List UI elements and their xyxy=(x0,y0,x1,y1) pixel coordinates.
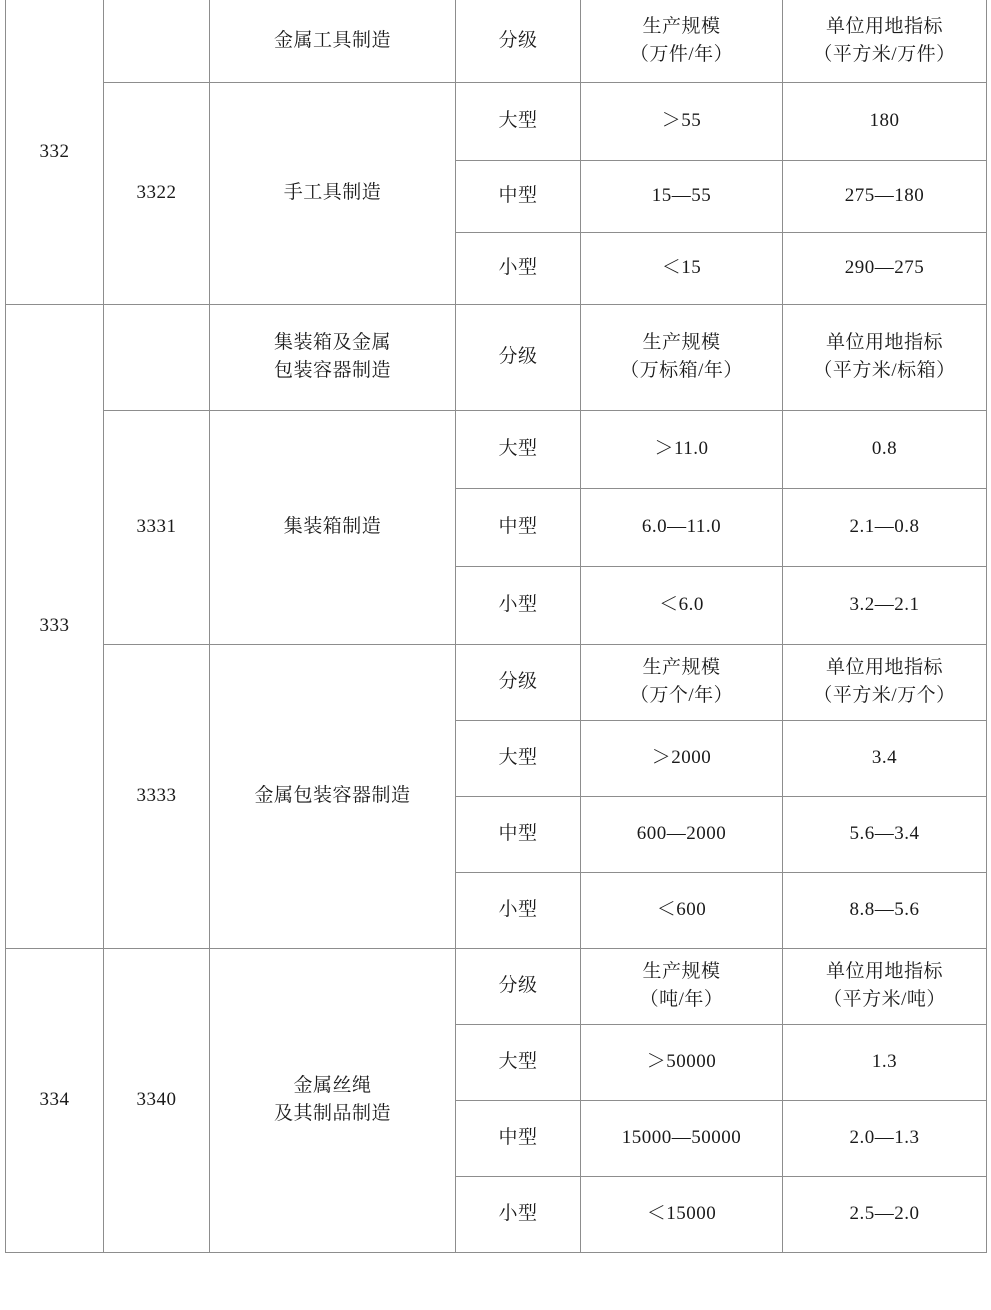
index-cell: 2.0—1.3 xyxy=(783,1100,987,1176)
scale-line-2: （万个/年） xyxy=(629,685,734,706)
minor-code-cell: 3331 xyxy=(104,410,210,644)
scale-line-2: （万标箱/年） xyxy=(620,360,743,381)
grade-cell: 分级 xyxy=(456,948,581,1024)
scale-cell: ＞55 xyxy=(581,82,783,160)
grade-cell: 分级 xyxy=(456,304,581,410)
scale-line-1: 生产规模 xyxy=(642,332,721,354)
index-cell xyxy=(783,304,987,410)
minor-code-cell xyxy=(104,0,210,82)
table-row xyxy=(6,304,987,410)
grade-cell: 中型 xyxy=(456,1100,581,1176)
index-cell: 3.2—2.1 xyxy=(783,566,987,644)
major-code-cell: 332 xyxy=(6,0,104,304)
industry-name-cell xyxy=(210,304,456,410)
index-cell xyxy=(783,948,987,1024)
index-cell xyxy=(783,0,987,82)
industry-name-line-1: 集装箱及金属 xyxy=(273,332,391,354)
table-row xyxy=(6,948,987,1024)
scale-cell: 6.0—11.0 xyxy=(581,488,783,566)
index-line-2: （平方米/万件） xyxy=(813,43,956,65)
index-line-2: （平方米/吨） xyxy=(823,989,946,1010)
scale-cell xyxy=(581,948,783,1024)
scale-cell xyxy=(581,0,783,82)
grade-cell: 大型 xyxy=(456,82,581,160)
major-code-cell: 333 xyxy=(6,304,104,948)
minor-code-cell: 3340 xyxy=(104,948,210,1252)
index-cell: 2.1—0.8 xyxy=(783,488,987,566)
industry-name-line-2: 及其制品制造 xyxy=(273,1103,391,1124)
table-row xyxy=(6,82,987,160)
index-cell: 1.3 xyxy=(783,1024,987,1100)
table-row xyxy=(6,410,987,488)
index-cell: 180 xyxy=(783,82,987,160)
scale-cell xyxy=(581,304,783,410)
table-row xyxy=(6,644,987,720)
grade-cell: 大型 xyxy=(456,720,581,796)
index-cell: 2.5—2.0 xyxy=(783,1176,987,1252)
industry-name-cell: 集装箱制造 xyxy=(210,410,456,644)
index-cell: 0.8 xyxy=(783,410,987,488)
grade-cell: 中型 xyxy=(456,488,581,566)
index-cell: 5.6—3.4 xyxy=(783,796,987,872)
industrial-land-index-table xyxy=(5,0,987,1253)
scale-cell: ＜15000 xyxy=(581,1176,783,1252)
industry-name-cell: 金属工具制造 xyxy=(210,0,456,82)
index-line-2: （平方米/标箱） xyxy=(813,360,956,381)
scale-line-2: （万件/年） xyxy=(629,43,734,65)
scale-cell xyxy=(581,644,783,720)
scale-cell: 15—55 xyxy=(581,160,783,232)
scale-cell: ＞2000 xyxy=(581,720,783,796)
grade-cell: 小型 xyxy=(456,1176,581,1252)
scale-cell: 15000—50000 xyxy=(581,1100,783,1176)
index-cell: 290—275 xyxy=(783,232,987,304)
minor-code-cell: 3333 xyxy=(104,644,210,948)
index-cell xyxy=(783,644,987,720)
scale-line-1: 生产规模 xyxy=(642,16,721,38)
index-line-2: （平方米/万个） xyxy=(813,685,956,706)
index-line-1: 单位用地指标 xyxy=(825,332,943,354)
grade-cell: 小型 xyxy=(456,566,581,644)
scale-line-1: 生产规模 xyxy=(642,657,721,679)
scale-cell: ＞50000 xyxy=(581,1024,783,1100)
major-code-cell: 334 xyxy=(6,948,104,1252)
grade-cell: 中型 xyxy=(456,796,581,872)
index-cell: 275—180 xyxy=(783,160,987,232)
index-line-1: 单位用地指标 xyxy=(825,961,943,983)
index-cell: 8.8—5.6 xyxy=(783,872,987,948)
grade-cell: 大型 xyxy=(456,410,581,488)
grade-cell: 小型 xyxy=(456,872,581,948)
scale-line-2: （吨/年） xyxy=(639,989,724,1010)
grade-cell: 中型 xyxy=(456,160,581,232)
industry-name-cell: 手工具制造 xyxy=(210,82,456,304)
scale-cell: ＜15 xyxy=(581,232,783,304)
scale-cell: ＜6.0 xyxy=(581,566,783,644)
industry-name-cell xyxy=(210,948,456,1252)
industry-name-line-1: 金属丝绳 xyxy=(293,1075,372,1097)
index-line-1: 单位用地指标 xyxy=(825,16,943,38)
industry-name-cell: 金属包装容器制造 xyxy=(210,644,456,948)
scale-cell: ＞11.0 xyxy=(581,410,783,488)
industry-name-line-2: 包装容器制造 xyxy=(273,360,391,381)
grade-cell: 分级 xyxy=(456,644,581,720)
grade-cell: 大型 xyxy=(456,1024,581,1100)
scale-cell: 600—2000 xyxy=(581,796,783,872)
grade-cell: 分级 xyxy=(456,0,581,82)
minor-code-cell: 3322 xyxy=(104,82,210,304)
minor-code-cell xyxy=(104,304,210,410)
index-line-1: 单位用地指标 xyxy=(825,657,943,679)
grade-cell: 小型 xyxy=(456,232,581,304)
scale-line-1: 生产规模 xyxy=(642,961,721,983)
table-row xyxy=(6,0,987,82)
scale-cell: ＜600 xyxy=(581,872,783,948)
index-cell: 3.4 xyxy=(783,720,987,796)
